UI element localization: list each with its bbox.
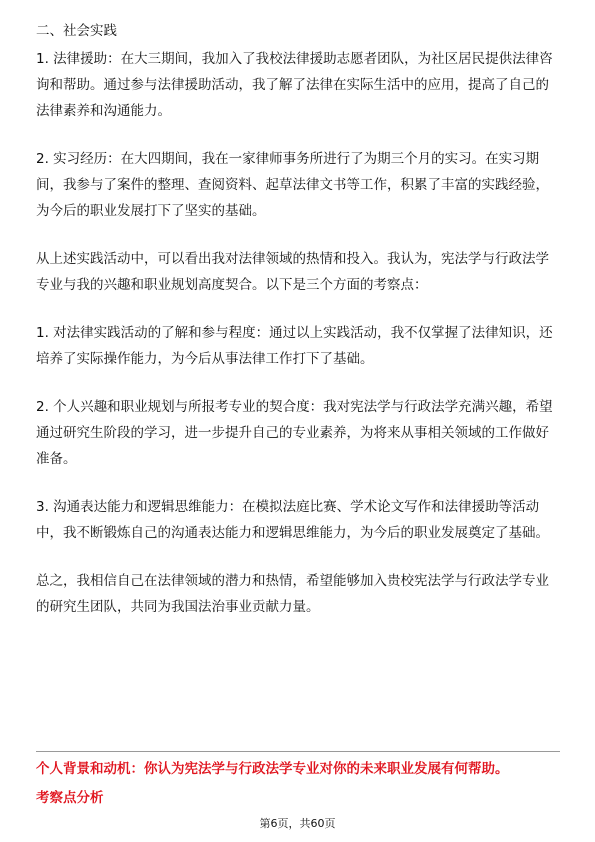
document-body [36,18,560,642]
section-heading: 二、社会实践 [36,23,117,39]
paragraph-internship: 2. 实习经历：在大四期间，我在一家律师事务所进行了为期三个月的实习。在实习期间，我参与了案件的整理、查阅资料、起草法律文书等工作，积累了丰富的实践经验，为今后的职业发展打下了坚实的基础。 [36,151,549,219]
section-divider [36,751,560,752]
paragraph-point-1: 1. 对法律实践活动的了解和参与程度：通过以上实践活动，我不仅掌握了法律知识，还培养了实际操作能力，为今后从事法律工作打下了基础。 [36,325,553,367]
page-number-footer: 第6页，共60页 [259,817,336,830]
paragraph-point-3: 3. 沟通表达能力和逻辑思维能力：在模拟法庭比赛、学术论文写作和法律援助等活动中，我不断锻炼自己的沟通表达能力和逻辑思维能力，为今后的职业发展奠定了基础。 [36,499,549,541]
question-heading: 个人背景和动机：你认为宪法学与行政法学专业对你的未来职业发展有何帮助。 [36,761,509,777]
paragraph-legal-aid: 1. 法律援助：在大三期间，我加入了我校法律援助志愿者团队，为社区居民提供法律咨询和帮助。通过参与法律援助活动，我了解了法律在实际生活中的应用，提高了自己的法律素养和沟通能力。 [36,51,553,119]
analysis-label: 考察点分析 [36,790,104,806]
paragraph-point-2: 2. 个人兴趣和职业规划与所报考专业的契合度：我对宪法学与行政法学充满兴趣，希望通过研究生阶段的学习，进一步提升自己的专业素养，为将来从事相关领域的工作做好准备。 [36,399,553,467]
paragraph-summary-intro: 从上述实践活动中，可以看出我对法律领域的热情和投入。我认为，宪法学与行政法学专业与我的兴趣和职业规划高度契合。以下是三个方面的考察点： [36,251,549,293]
paragraph-conclusion: 总之，我相信自己在法律领域的潜力和热情，希望能够加入贵校宪法学与行政法学专业的研究生团队，共同为我国法治事业贡献力量。 [36,573,549,615]
